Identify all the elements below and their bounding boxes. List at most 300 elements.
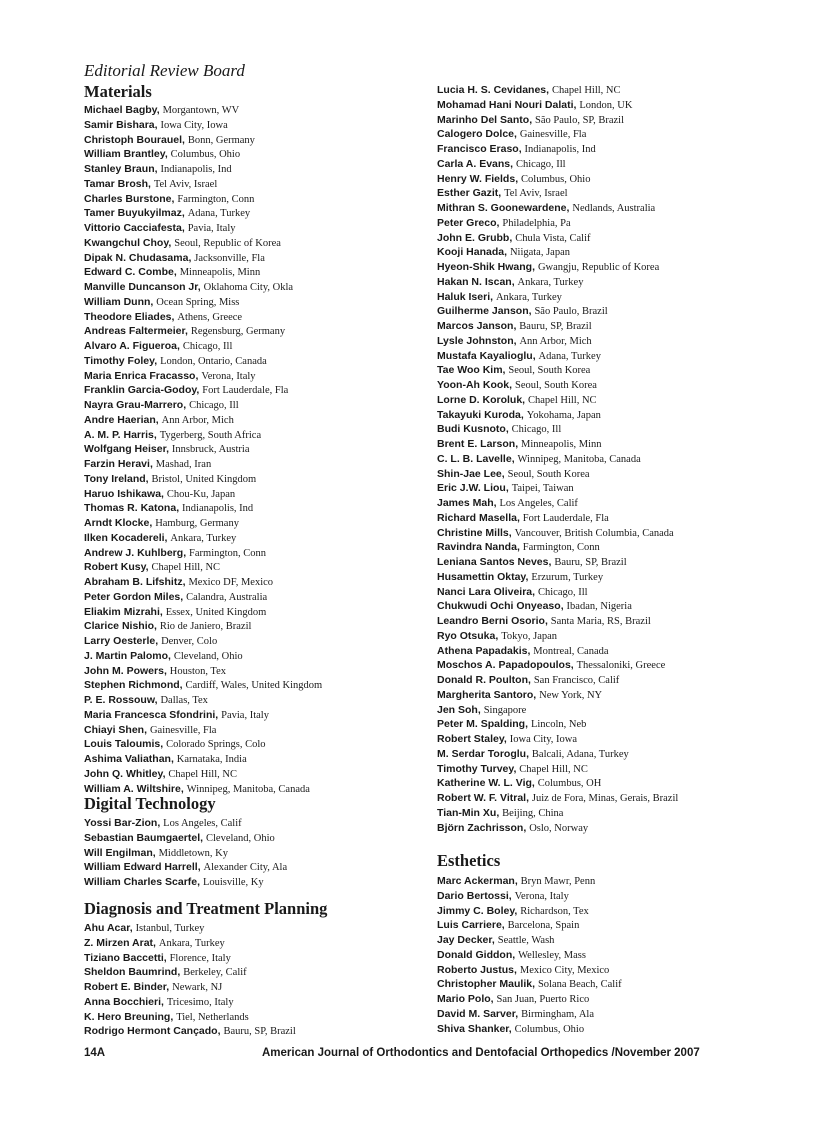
member-entry: Christopher Maulik, Solana Beach, Calif	[437, 978, 622, 991]
member-entry: Leandro Berni Osorio, Santa Maria, RS, Brazil	[437, 615, 651, 627]
member-name: J. Martin Palomo	[84, 649, 169, 662]
member-entry: Husamettin Oktay, Erzurum, Turkey	[437, 570, 604, 583]
member-entry: Alvaro A. Figueroa, Chicago, Ill	[84, 340, 233, 352]
member-entry: Franklin Garcia-Godoy, Fort Lauderdale, Fla	[84, 384, 289, 397]
member-location: Bryn Mawr, Penn	[520, 876, 596, 887]
member-entry: Henry W. Fields, Columbus, Ohio	[437, 172, 591, 185]
member-entry: Farzin Heravi, Mashad, Iran	[84, 458, 212, 470]
member-entry: Will Engilman, Middletown, Ky	[84, 846, 229, 859]
member-name: Sebastian Baumgaertel	[84, 831, 201, 844]
member-name: Samir Bishara	[84, 118, 155, 131]
member-name: Mohamad Hani Nouri Dalati	[437, 98, 574, 111]
member-location: Gainesville, Fla	[149, 724, 217, 736]
member-name: Henry W. Fields	[437, 172, 516, 185]
member-entry: Timothy Foley, London, Ontario, Canada	[84, 354, 267, 367]
member-entry: Robert Staley, Iowa City, Iowa	[437, 733, 578, 745]
member-entry: M. Serdar Toroglu, Balcali, Adana, Turkey	[437, 747, 629, 760]
member-location: Chicago, Ill	[537, 586, 588, 598]
member-location: Adana, Turkey	[538, 350, 601, 362]
member-entry: Maria Enrica Fracasso, Verona, Italy	[84, 369, 256, 382]
member-location: Fort Lauderdale, Fla	[522, 512, 609, 524]
member-name: Z. Mirzen Arat	[84, 936, 154, 949]
member-location: Denver, Colo	[161, 636, 218, 647]
member-location: Mexico DF, Mexico	[188, 577, 274, 588]
member-location: Regensburg, Germany	[190, 326, 286, 338]
member-name: Esther Gazit	[437, 187, 499, 200]
member-entry: Sheldon Baumrind, Berkeley, Calif	[84, 966, 247, 979]
member-name: Arndt Klocke	[84, 517, 150, 529]
member-name: Charles Burstone	[84, 192, 172, 205]
member-entry: Vittorio Cacciafesta, Pavia, Italy	[84, 222, 236, 234]
member-entry: Peter Gordon Miles, Calandra, Australia	[84, 590, 268, 603]
member-entry: Theodore Eliades, Athens, Greece	[84, 310, 243, 323]
member-name: Ravindra Nanda	[437, 541, 517, 554]
member-name: P. E. Rossouw	[84, 694, 155, 706]
member-location: Louisville, Ky	[202, 877, 264, 888]
member-entry: Ravindra Nanda, Farmington, Conn	[437, 541, 600, 554]
member-location: Solana Beach, Calif	[537, 979, 622, 991]
member-location: Gwangju, Republic of Korea	[537, 262, 660, 273]
member-name: Robert Staley	[437, 733, 504, 745]
section-heading: Esthetics	[437, 851, 501, 870]
member-name: Carla A. Evans	[437, 157, 511, 170]
member-entry: Nayra Grau-Marrero, Chicago, Ill	[84, 399, 239, 411]
member-location: Tel Aviv, Israel	[504, 188, 568, 200]
member-entry: Manville Duncanson Jr, Oklahoma City, Okla	[84, 281, 294, 293]
member-entry: Takayuki Kuroda, Yokohama, Japan	[437, 408, 601, 421]
member-location: San Francisco, Calif	[533, 675, 620, 686]
member-name: Thomas R. Katona	[84, 502, 177, 515]
member-name: Christopher Maulik	[437, 978, 533, 991]
member-location: Newark, NJ	[172, 982, 223, 993]
member-entry: Z. Mirzen Arat, Ankara, Turkey	[84, 936, 225, 949]
member-entry: Ashima Valiathan, Karnataka, India	[84, 753, 247, 765]
member-entry: Haruo Ishikawa, Chou-Ku, Japan	[84, 487, 236, 500]
member-location: Farmington, Conn	[522, 542, 600, 554]
member-location: Hamburg, Germany	[155, 518, 239, 529]
member-entry: Tiziano Baccetti, Florence, Italy	[84, 951, 231, 964]
member-name: Manville Duncanson Jr	[84, 281, 198, 293]
member-entry: Katherine W. L. Vig, Columbus, OH	[437, 777, 602, 790]
member-name: William Brantley	[84, 148, 165, 161]
member-entry: Robert E. Binder, Newark, NJ	[84, 981, 223, 993]
member-name: Tiziano Baccetti	[84, 951, 164, 964]
member-name: Jimmy C. Boley	[437, 904, 515, 917]
member-entry: Clarice Nishio, Rio de Janiero, Brazil	[84, 620, 252, 633]
member-location: Essex, United Kingdom	[165, 606, 267, 618]
member-name: Andrew J. Kuhlberg	[84, 546, 184, 559]
member-name: Leniana Santos Neves	[437, 556, 549, 568]
member-location: Verona, Italy	[514, 890, 569, 902]
member-name: Robert Kusy	[84, 561, 146, 574]
member-name: Stanley Braun	[84, 163, 155, 175]
member-entry: Yoon-Ah Kook, Seoul, South Korea	[437, 379, 597, 391]
member-location: Erzurum, Turkey	[531, 571, 604, 583]
member-location: Columbus, Ohio	[514, 1023, 585, 1035]
member-name: Athena Papadakis	[437, 644, 528, 657]
member-entry: Shin-Jae Lee, Seoul, South Korea	[437, 467, 590, 480]
member-name: Maria Francesca Sfondrini	[84, 708, 216, 721]
member-entry: Donald Giddon, Wellesley, Mass	[437, 948, 586, 961]
member-location: Fort Lauderdale, Fla	[202, 385, 289, 397]
member-location: London, Ontario, Canada	[160, 355, 267, 367]
member-location: Juiz de Fora, Minas, Gerais, Brazil	[531, 793, 679, 804]
member-entry: Shiva Shanker, Columbus, Ohio	[437, 1022, 585, 1035]
member-name: Lorne D. Koroluk	[437, 393, 523, 406]
member-entry: Mario Polo, San Juan, Puerto Rico	[437, 993, 590, 1005]
member-name: Mithran S. Goonewardene	[437, 202, 567, 214]
member-location: São Paulo, Brazil	[534, 306, 608, 318]
member-entry: William Charles Scarfe, Louisville, Ky	[84, 876, 264, 888]
member-name: Peter Gordon Miles	[84, 590, 181, 603]
member-name: Ilken Kocadereli	[84, 531, 165, 544]
member-location: Calandra, Australia	[186, 591, 268, 603]
member-location: Ann Arbor, Mich	[519, 335, 592, 347]
member-name: Tae Woo Kim	[437, 364, 503, 377]
member-entry: Margherita Santoro, New York, NY	[437, 688, 603, 701]
member-entry: Hyeon-Shik Hwang, Gwangju, Republic of Korea	[437, 261, 660, 273]
member-name: Marcos Janson	[437, 320, 514, 332]
member-entry: Guilherme Janson, São Paulo, Brazil	[437, 305, 608, 318]
member-entry: Wolfgang Heiser, Innsbruck, Austria	[84, 443, 250, 456]
member-location: Ankara, Turkey	[170, 532, 237, 544]
member-location: Bristol, United Kingdom	[151, 473, 257, 485]
member-name: William Edward Harrell	[84, 861, 198, 874]
member-location: Indianapolis, Ind	[182, 503, 254, 515]
member-location: Pavia, Italy	[187, 223, 236, 234]
member-name: Nanci Lara Oliveira	[437, 585, 533, 598]
member-location: Tricesimo, Italy	[166, 996, 234, 1008]
member-entry: Andreas Faltermeier, Regensburg, Germany	[84, 325, 286, 338]
member-location: Columbus, Ohio	[170, 149, 241, 161]
member-entry: Chiayi Shen, Gainesville, Fla	[84, 723, 217, 736]
member-entry: John M. Powers, Houston, Tex	[84, 664, 227, 677]
member-entry: Jay Decker, Seattle, Wash	[437, 934, 555, 946]
member-name: Marc Ackerman	[437, 875, 515, 887]
member-entry: Stanley Braun, Indianapolis, Ind	[84, 163, 232, 175]
member-name: Lucia H. S. Cevidanes	[437, 84, 547, 96]
member-location: Chapel Hill, NC	[528, 394, 597, 406]
member-entry: Eliakim Mizrahi, Essex, United Kingdom	[84, 605, 267, 618]
member-name: Farzin Heravi	[84, 458, 150, 470]
member-name: Shin-Jae Lee	[437, 467, 502, 480]
member-entry: Tian-Min Xu, Beijing, China	[437, 806, 564, 819]
member-name: Christoph Bourauel	[84, 133, 183, 146]
member-entry: Michael Bagby, Morgantown, WV	[84, 104, 240, 116]
member-name: Larry Oesterle	[84, 635, 156, 647]
member-location: Cleveland, Ohio	[173, 650, 243, 662]
member-entry: Moschos A. Papadopoulos, Thessaloniki, Greece	[437, 659, 666, 672]
member-location: Minneapolis, Minn	[521, 439, 602, 450]
member-entry: Stephen Richmond, Cardiff, Wales, United Kingdom	[84, 679, 323, 692]
member-entry: Edward C. Combe, Minneapolis, Minn	[84, 266, 261, 279]
board-title: Editorial Review Board	[84, 61, 245, 80]
member-entry: Ahu Acar, Istanbul, Turkey	[84, 922, 205, 934]
member-location: Chicago, Ill	[516, 158, 566, 170]
member-name: Shiva Shanker	[437, 1022, 509, 1035]
member-entry: Haluk Iseri, Ankara, Turkey	[437, 290, 562, 303]
member-name: Wolfgang Heiser	[84, 443, 167, 456]
member-name: Katherine W. L. Vig	[437, 777, 532, 790]
member-entry: Marinho Del Santo, São Paulo, SP, Brazil	[437, 113, 624, 126]
member-location: Chapel Hill, NC	[168, 768, 237, 780]
member-location: Ocean Spring, Miss	[156, 296, 240, 308]
member-name: Margherita Santoro	[437, 688, 534, 701]
member-name: Peter M. Spalding	[437, 718, 526, 731]
member-name: Calogero Dolce	[437, 128, 515, 141]
member-location: Yokohama, Japan	[526, 409, 601, 421]
member-entry: Charles Burstone, Farmington, Conn	[84, 192, 255, 205]
member-location: Ankara, Turkey	[495, 291, 562, 303]
member-location: Dallas, Tex	[160, 695, 208, 706]
member-location: Morgantown, WV	[162, 105, 240, 116]
member-entry: K. Hero Breuning, Tiel, Netherlands	[84, 1010, 249, 1023]
member-location: Chapel Hill, NC	[519, 763, 588, 775]
member-location: Oslo, Norway	[529, 822, 589, 834]
member-name: Hakan N. Iscan	[437, 275, 512, 288]
member-list	[84, 920, 296, 1038]
member-location: Taipei, Taiwan	[511, 483, 574, 495]
member-entry: John E. Grubb, Chula Vista, Calif	[437, 231, 591, 244]
member-location: Nedlands, Australia	[572, 203, 656, 214]
member-name: Clarice Nishio	[84, 620, 155, 633]
member-location: Farmington, Conn	[177, 193, 255, 205]
member-name: Tony Ireland	[84, 472, 146, 485]
member-location: Cardiff, Wales, United Kingdom	[185, 680, 323, 692]
member-name: Timothy Turvey	[437, 762, 514, 775]
member-entry: John Q. Whitley, Chapel Hill, NC	[84, 767, 237, 780]
member-name: Andre Haerian	[84, 413, 156, 426]
member-location: Niigata, Japan	[509, 247, 570, 259]
member-list	[437, 873, 622, 1035]
member-location: Innsbruck, Austria	[171, 444, 250, 456]
member-name: Ashima Valiathan	[84, 753, 171, 765]
member-name: Vittorio Cacciafesta	[84, 222, 182, 234]
member-list	[84, 102, 322, 795]
member-location: Wellesley, Mass	[518, 949, 586, 961]
member-location: Chicago, Ill	[189, 400, 239, 411]
section-heading: Materials	[84, 82, 152, 101]
member-location: Columbus, OH	[537, 778, 602, 790]
member-name: Jay Decker	[437, 934, 492, 946]
member-name: Marinho Del Santo	[437, 113, 530, 126]
member-entry: Kwangchul Choy, Seoul, Republic of Korea	[84, 236, 281, 249]
member-location: Los Angeles, Calif	[499, 498, 578, 509]
member-entry: Björn Zachrisson, Oslo, Norway	[437, 821, 589, 834]
member-name: Louis Taloumis	[84, 738, 161, 751]
member-entry: Eric J.W. Liou, Taipei, Taiwan	[437, 482, 574, 495]
member-entry: Richard Masella, Fort Lauderdale, Fla	[437, 511, 609, 524]
member-entry: Marcos Janson, Bauru, SP, Brazil	[437, 320, 592, 332]
member-location: Philadelphia, Pa	[502, 217, 571, 229]
member-name: William Dunn	[84, 295, 151, 308]
member-entry: Tamar Brosh, Tel Aviv, Israel	[84, 177, 218, 190]
member-entry: Larry Oesterle, Denver, Colo	[84, 635, 218, 647]
member-location: Athens, Greece	[177, 311, 243, 323]
member-entry: Luis Carriere, Barcelona, Spain	[437, 919, 580, 932]
member-location: Lincoln, Neb	[530, 719, 587, 731]
member-location: Tygerberg, South Africa	[159, 429, 262, 441]
member-location: Oklahoma City, Okla	[203, 282, 294, 293]
member-location: Mashad, Iran	[155, 459, 212, 470]
member-entry: Abraham B. Lifshitz, Mexico DF, Mexico	[84, 576, 274, 588]
member-entry: Dipak N. Chudasama, Jacksonville, Fla	[84, 251, 265, 264]
member-location: Minneapolis, Minn	[179, 267, 261, 279]
member-location: Indianapolis, Ind	[524, 144, 596, 155]
member-name: Nayra Grau-Marrero	[84, 399, 184, 411]
member-entry: Christoph Bourauel, Bonn, Germany	[84, 133, 255, 146]
member-entry: Hakan N. Iscan, Ankara, Turkey	[437, 275, 584, 288]
member-location: Ibadan, Nigeria	[566, 601, 632, 613]
member-name: Richard Masella	[437, 511, 517, 524]
member-entry: Budi Kusnoto, Chicago, Ill	[437, 423, 562, 436]
member-name: A. M. P. Harris	[84, 428, 154, 441]
member-name: Tamer Buyukyilmaz	[84, 207, 182, 220]
member-name: M. Serdar Toroglu	[437, 747, 527, 760]
member-entry: William Edward Harrell, Alexander City, Ala	[84, 861, 288, 874]
member-entry: Ilken Kocadereli, Ankara, Turkey	[84, 531, 237, 544]
member-name: Edward C. Combe	[84, 266, 174, 279]
member-entry: Maria Francesca Sfondrini, Pavia, Italy	[84, 708, 269, 721]
member-entry: Robert W. F. Vitral, Juiz de Fora, Minas, Gerais, Brazil	[437, 792, 679, 804]
member-entry: Peter M. Spalding, Lincoln, Neb	[437, 718, 587, 731]
member-entry: Lucia H. S. Cevidanes, Chapel Hill, NC	[437, 84, 621, 96]
member-name: Kooji Hanada	[437, 246, 505, 259]
member-name: Francisco Eraso	[437, 143, 519, 155]
member-entry: J. Martin Palomo, Cleveland, Ohio	[84, 649, 243, 662]
member-entry: Leniana Santos Neves, Bauru, SP, Brazil	[437, 556, 627, 568]
member-entry: Marc Ackerman, Bryn Mawr, Penn	[437, 875, 596, 887]
journal-citation: American Journal of Orthodontics and Dentofacial Orthopedics /November 2007	[262, 1047, 700, 1059]
member-entry: Nanci Lara Oliveira, Chicago, Ill	[437, 585, 588, 598]
member-location: Winnipeg, Manitoba, Canada	[517, 453, 641, 465]
member-name: Haruo Ishikawa	[84, 487, 162, 500]
member-location: Santa Maria, RS, Brazil	[550, 616, 651, 627]
member-entry: Mithran S. Goonewardene, Nedlands, Australia	[437, 202, 656, 214]
member-location: Tokyo, Japan	[501, 630, 558, 642]
member-location: San Juan, Puerto Rico	[496, 994, 590, 1005]
member-location: Ankara, Turkey	[517, 276, 584, 288]
member-name: Sheldon Baumrind	[84, 966, 178, 979]
member-list	[84, 815, 287, 889]
member-location: São Paulo, SP, Brazil	[535, 114, 624, 126]
member-entry: Samir Bishara, Iowa City, Iowa	[84, 118, 228, 131]
member-location: Pavia, Italy	[221, 709, 269, 721]
member-location: Chicago, Ill	[511, 424, 562, 436]
member-location: Chapel Hill, NC	[551, 85, 621, 96]
member-name: Hyeon-Shik Hwang	[437, 261, 533, 273]
member-list	[437, 82, 678, 834]
member-name: Robert E. Binder	[84, 981, 167, 993]
member-entry: Arndt Klocke, Hamburg, Germany	[84, 517, 239, 529]
member-entry: Rodrigo Hermont Cançado, Bauru, SP, Brazil	[84, 1025, 296, 1038]
member-name: Eliakim Mizrahi	[84, 605, 160, 618]
member-location: Birmingham, Ala	[521, 1008, 594, 1020]
member-entry: Lysle Johnston, Ann Arbor, Mich	[437, 334, 592, 347]
member-location: Vancouver, British Columbia, Canada	[514, 527, 674, 539]
member-name: Will Engilman	[84, 846, 153, 859]
member-entry: Louis Taloumis, Colorado Springs, Colo	[84, 738, 266, 751]
member-location: Ankara, Turkey	[158, 937, 225, 949]
page-number: 14A	[84, 1047, 106, 1059]
member-location: Montreal, Canada	[533, 645, 609, 657]
member-location: Bonn, Germany	[187, 134, 255, 146]
member-location: Jacksonville, Fla	[194, 252, 265, 264]
member-location: Richardson, Tex	[520, 905, 589, 917]
member-name: Lysle Johnston	[437, 334, 514, 347]
member-location: Istanbul, Turkey	[135, 923, 205, 934]
member-location: Ann Arbor, Mich	[161, 414, 234, 426]
member-entry: Tamer Buyukyilmaz, Adana, Turkey	[84, 207, 251, 220]
member-name: Yoon-Ah Kook	[437, 379, 510, 391]
member-entry: William Brantley, Columbus, Ohio	[84, 148, 241, 161]
member-name: David M. Sarver	[437, 1007, 516, 1020]
member-name: Kwangchul Choy	[84, 236, 169, 249]
member-location: Chou-Ku, Japan	[166, 488, 236, 500]
member-location: Bauru, SP, Brazil	[519, 321, 592, 332]
member-name: James Mah	[437, 497, 494, 509]
member-name: Dipak N. Chudasama	[84, 251, 189, 264]
member-entry: Lorne D. Koroluk, Chapel Hill, NC	[437, 393, 597, 406]
section-heading: Digital Technology	[84, 794, 216, 813]
member-location: Singapore	[483, 704, 527, 716]
member-name: Chukwudi Ochi Onyeaso	[437, 600, 561, 613]
member-entry: C. L. B. Lavelle, Winnipeg, Manitoba, Canada	[437, 452, 641, 465]
member-location: Mexico City, Mexico	[519, 964, 610, 976]
member-entry: Mohamad Hani Nouri Dalati, London, UK	[437, 98, 633, 111]
member-name: Alvaro A. Figueroa	[84, 340, 177, 352]
member-name: Christine Mills	[437, 526, 509, 539]
member-location: Los Angeles, Calif	[163, 818, 242, 829]
member-location: Bauru, SP, Brazil	[223, 1026, 296, 1038]
member-location: Chula Vista, Calif	[515, 232, 591, 244]
member-name: Yossi Bar-Zion	[84, 817, 158, 829]
member-entry: William A. Wiltshire, Winnipeg, Manitoba, Canada	[84, 782, 310, 795]
member-entry: Robert Kusy, Chapel Hill, NC	[84, 561, 221, 574]
member-location: Columbus, Ohio	[521, 173, 591, 185]
member-location: Seattle, Wash	[497, 935, 555, 946]
member-location: Adana, Turkey	[187, 208, 251, 220]
member-name: C. L. B. Lavelle	[437, 452, 512, 465]
member-entry: Brent E. Larson, Minneapolis, Minn	[437, 438, 602, 450]
member-entry: Dario Bertossi, Verona, Italy	[437, 889, 569, 902]
member-location: Chapel Hill, NC	[151, 562, 221, 574]
member-name: K. Hero Breuning	[84, 1010, 171, 1023]
member-name: Leandro Berni Osorio	[437, 615, 545, 627]
member-name: Björn Zachrisson	[437, 821, 524, 834]
member-entry: Francisco Eraso, Indianapolis, Ind	[437, 143, 596, 155]
member-entry: Roberto Justus, Mexico City, Mexico	[437, 963, 610, 976]
member-location: Tiel, Netherlands	[176, 1011, 249, 1023]
member-location: Gainesville, Fla	[519, 129, 587, 141]
member-entry: James Mah, Los Angeles, Calif	[437, 497, 578, 509]
member-name: Luis Carriere	[437, 919, 502, 932]
member-entry: Chukwudi Ochi Onyeaso, Ibadan, Nigeria	[437, 600, 632, 613]
member-entry: Jen Soh, Singapore	[437, 703, 527, 716]
member-name: Franklin Garcia-Godoy	[84, 384, 197, 397]
member-name: Ryo Otsuka	[437, 629, 496, 642]
member-name: Moschos A. Papadopoulos	[437, 659, 571, 672]
member-entry: Yossi Bar-Zion, Los Angeles, Calif	[84, 817, 242, 829]
member-entry: Carla A. Evans, Chicago, Ill	[437, 157, 566, 170]
member-location: Tel Aviv, Israel	[153, 178, 218, 190]
member-entry: Ryo Otsuka, Tokyo, Japan	[437, 629, 558, 642]
member-location: Seoul, South Korea	[514, 380, 597, 391]
member-name: Tian-Min Xu	[437, 806, 497, 819]
member-name: Ahu Acar	[84, 922, 130, 934]
member-location: New York, NY	[539, 689, 603, 701]
member-name: Timothy Foley	[84, 354, 155, 367]
